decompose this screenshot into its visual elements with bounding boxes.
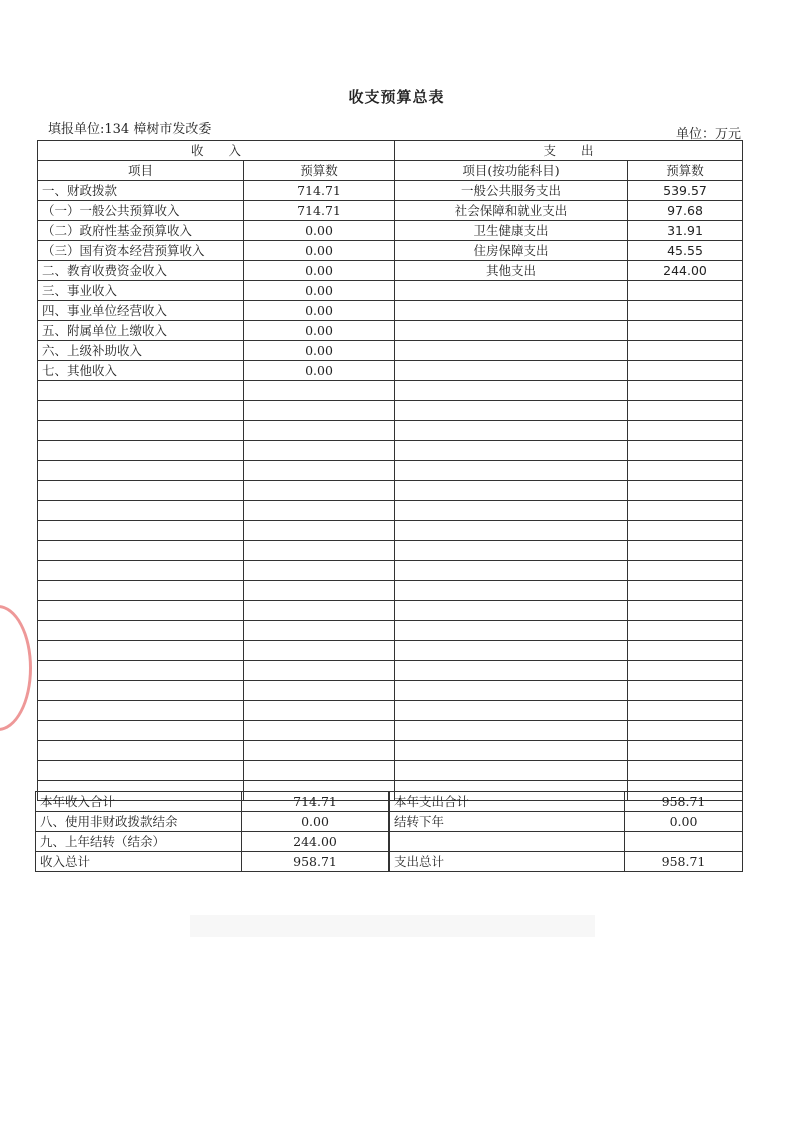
table-row	[395, 561, 743, 581]
income-empty-item	[38, 441, 244, 461]
table-row	[395, 741, 743, 761]
table-row	[395, 361, 743, 381]
table-row	[395, 241, 743, 261]
income-empty-amount	[244, 641, 395, 661]
currency-unit: 单位：万元	[675, 127, 741, 142]
income-row-amount: 714.71	[244, 181, 395, 201]
income-empty-amount	[244, 421, 395, 441]
income-total-amount: 958.71	[242, 852, 389, 872]
income-empty-amount	[244, 681, 395, 701]
table-row	[38, 261, 395, 281]
table-row	[36, 832, 389, 852]
income-total-item: 收入总计	[36, 852, 242, 872]
expense-empty-item	[395, 461, 628, 481]
expense-row-amount: 45.55	[628, 241, 743, 261]
income-empty-item	[38, 661, 244, 681]
table-row	[395, 721, 743, 741]
expense-empty-amount	[628, 481, 743, 501]
expense-empty-amount	[628, 461, 743, 481]
income-empty-item	[38, 761, 244, 781]
table-row	[38, 561, 395, 581]
table-row	[38, 721, 395, 741]
expense-empty-item	[395, 621, 628, 641]
table-row	[395, 521, 743, 541]
table-row	[38, 541, 395, 561]
table-row	[38, 641, 395, 661]
income-empty-item	[38, 541, 244, 561]
table-row	[38, 501, 395, 521]
income-col-item: 项目	[38, 161, 244, 181]
table-row	[38, 361, 395, 381]
table-row	[395, 281, 743, 301]
income-row-amount: 0.00	[244, 321, 395, 341]
income-empty-amount	[244, 521, 395, 541]
expense-empty-amount	[628, 621, 743, 641]
expense-section-header: 支 出	[395, 141, 743, 161]
income-row-amount: 0.00	[244, 341, 395, 361]
income-empty-item	[38, 681, 244, 701]
income-row-amount: 0.00	[244, 301, 395, 321]
table-row	[395, 321, 743, 341]
table-row	[38, 701, 395, 721]
income-row-amount: 0.00	[244, 281, 395, 301]
income-empty-amount	[244, 461, 395, 481]
income-empty-amount	[244, 441, 395, 461]
expense-empty-amount	[628, 401, 743, 421]
income-empty-item	[38, 641, 244, 661]
table-row	[38, 461, 395, 481]
expense-empty-item	[395, 721, 628, 741]
income-row-amount: 714.71	[244, 201, 395, 221]
income-empty-amount	[244, 721, 395, 741]
expense-empty-amount	[628, 741, 743, 761]
table-row	[390, 792, 743, 812]
table-row	[38, 761, 395, 781]
expense-empty-item	[395, 561, 628, 581]
income-empty-item	[38, 421, 244, 441]
table-row	[390, 832, 743, 852]
income-total-item: 九、上年结转（结余）	[36, 832, 242, 852]
table-row	[38, 741, 395, 761]
expense-row-item: 卫生健康支出	[395, 221, 628, 241]
income-section-header: 收 入	[38, 141, 395, 161]
expense-empty-item	[395, 521, 628, 541]
income-table	[37, 140, 395, 801]
table-row	[395, 421, 743, 441]
expense-empty-amount	[628, 501, 743, 521]
expense-total-item	[390, 832, 625, 852]
table-row	[395, 661, 743, 681]
income-empty-amount	[244, 761, 395, 781]
expense-row-item: 社会保障和就业支出	[395, 201, 628, 221]
expense-empty-item	[395, 301, 628, 321]
income-empty-item	[38, 601, 244, 621]
table-row	[38, 421, 395, 441]
expense-empty-amount	[628, 361, 743, 381]
table-row	[395, 461, 743, 481]
income-empty-amount	[244, 581, 395, 601]
table-row	[395, 201, 743, 221]
expense-col-amount: 预算数	[628, 161, 743, 181]
table-row	[38, 341, 395, 361]
table-row	[395, 221, 743, 241]
expense-empty-item	[395, 701, 628, 721]
expense-empty-item	[395, 421, 628, 441]
expense-empty-amount	[628, 641, 743, 661]
table-row	[395, 501, 743, 521]
table-row	[395, 641, 743, 661]
table-row	[38, 621, 395, 641]
income-row-item: （三）国有资本经营预算收入	[38, 241, 244, 261]
table-row	[395, 681, 743, 701]
expense-empty-item	[395, 341, 628, 361]
income-col-amount: 预算数	[244, 161, 395, 181]
table-row	[38, 281, 395, 301]
expense-table	[394, 140, 743, 801]
expense-row-amount: 244.00	[628, 261, 743, 281]
faint-bleed-through	[190, 915, 595, 937]
income-row-item: 三、事业收入	[38, 281, 244, 301]
income-empty-item	[38, 621, 244, 641]
table-row	[38, 221, 395, 241]
table-row	[395, 581, 743, 601]
expense-empty-item	[395, 601, 628, 621]
expense-totals-table	[389, 791, 743, 872]
income-empty-amount	[244, 381, 395, 401]
income-empty-amount	[244, 601, 395, 621]
table-row	[38, 201, 395, 221]
table-row	[38, 301, 395, 321]
expense-empty-item	[395, 581, 628, 601]
expense-empty-amount	[628, 661, 743, 681]
expense-empty-item	[395, 381, 628, 401]
expense-empty-amount	[628, 321, 743, 341]
table-row	[38, 521, 395, 541]
table-row	[38, 441, 395, 461]
expense-empty-amount	[628, 761, 743, 781]
income-total-item: 八、使用非财政拨款结余	[36, 812, 242, 832]
expense-total-item: 支出总计	[390, 852, 625, 872]
income-empty-item	[38, 481, 244, 501]
expense-empty-amount	[628, 721, 743, 741]
income-empty-item	[38, 461, 244, 481]
income-empty-amount	[244, 401, 395, 421]
expense-empty-item	[395, 541, 628, 561]
table-row	[395, 441, 743, 461]
income-empty-amount	[244, 661, 395, 681]
expense-row-amount: 539.57	[628, 181, 743, 201]
expense-empty-amount	[628, 341, 743, 361]
expense-empty-item	[395, 441, 628, 461]
income-row-item: 五、附属单位上缴收入	[38, 321, 244, 341]
table-row	[38, 581, 395, 601]
expense-empty-item	[395, 401, 628, 421]
income-empty-amount	[244, 621, 395, 641]
expense-empty-item	[395, 681, 628, 701]
reporting-unit: 填报单位:134 樟树市发改委	[48, 122, 212, 137]
income-empty-item	[38, 401, 244, 421]
table-row	[38, 681, 395, 701]
expense-empty-item	[395, 281, 628, 301]
table-row	[395, 401, 743, 421]
expense-empty-amount	[628, 541, 743, 561]
table-row	[390, 852, 743, 872]
income-empty-amount	[244, 541, 395, 561]
expense-empty-amount	[628, 521, 743, 541]
table-row	[38, 601, 395, 621]
income-row-amount: 0.00	[244, 241, 395, 261]
table-row	[36, 852, 389, 872]
table-row	[390, 812, 743, 832]
income-empty-item	[38, 561, 244, 581]
table-row	[395, 481, 743, 501]
table-row	[395, 381, 743, 401]
income-empty-amount	[244, 701, 395, 721]
table-row	[395, 181, 743, 201]
expense-empty-amount	[628, 421, 743, 441]
expense-empty-amount	[628, 581, 743, 601]
expense-empty-amount	[628, 281, 743, 301]
table-row	[38, 661, 395, 681]
income-totals-table	[35, 791, 389, 872]
income-empty-item	[38, 721, 244, 741]
expense-row-item: 其他支出	[395, 261, 628, 281]
table-row	[36, 812, 389, 832]
expense-row-item: 住房保障支出	[395, 241, 628, 261]
expense-row-item: 一般公共服务支出	[395, 181, 628, 201]
income-row-amount: 0.00	[244, 261, 395, 281]
table-row	[395, 761, 743, 781]
expense-empty-amount	[628, 301, 743, 321]
table-row	[38, 241, 395, 261]
page-title: 收支预算总表	[348, 88, 445, 106]
income-empty-item	[38, 741, 244, 761]
income-row-amount: 0.00	[244, 221, 395, 241]
expense-empty-amount	[628, 701, 743, 721]
expense-empty-item	[395, 761, 628, 781]
income-total-item: 本年收入合计	[36, 792, 242, 812]
income-row-item: 二、教育收费资金收入	[38, 261, 244, 281]
expense-total-item: 本年支出合计	[390, 792, 625, 812]
income-total-amount: 714.71	[242, 792, 389, 812]
expense-empty-amount	[628, 681, 743, 701]
income-empty-item	[38, 381, 244, 401]
red-seal-stamp	[0, 605, 32, 731]
table-row	[395, 601, 743, 621]
income-row-item: 一、财政拨款	[38, 181, 244, 201]
table-row	[395, 261, 743, 281]
expense-row-amount: 31.91	[628, 221, 743, 241]
expense-empty-amount	[628, 381, 743, 401]
income-empty-item	[38, 501, 244, 521]
table-row	[395, 301, 743, 321]
table-row	[36, 792, 389, 812]
expense-empty-item	[395, 741, 628, 761]
table-row	[38, 181, 395, 201]
income-row-item: （一）一般公共预算收入	[38, 201, 244, 221]
expense-total-amount	[625, 832, 743, 852]
income-empty-amount	[244, 561, 395, 581]
expense-empty-item	[395, 501, 628, 521]
expense-empty-amount	[628, 441, 743, 461]
table-row	[38, 321, 395, 341]
table-row	[395, 701, 743, 721]
income-total-amount: 0.00	[242, 812, 389, 832]
expense-empty-item	[395, 361, 628, 381]
expense-col-item: 项目(按功能科目)	[395, 161, 628, 181]
expense-empty-amount	[628, 561, 743, 581]
income-row-item: 七、其他收入	[38, 361, 244, 381]
expense-total-item: 结转下年	[390, 812, 625, 832]
expense-empty-item	[395, 321, 628, 341]
table-row	[395, 341, 743, 361]
income-row-amount: 0.00	[244, 361, 395, 381]
income-empty-amount	[244, 501, 395, 521]
expense-empty-amount	[628, 601, 743, 621]
expense-total-amount: 0.00	[625, 812, 743, 832]
table-row	[38, 481, 395, 501]
income-empty-item	[38, 521, 244, 541]
expense-empty-item	[395, 661, 628, 681]
income-row-item: 六、上级补助收入	[38, 341, 244, 361]
table-row	[38, 401, 395, 421]
income-empty-item	[38, 701, 244, 721]
income-row-item: （二）政府性基金预算收入	[38, 221, 244, 241]
table-row	[395, 621, 743, 641]
income-empty-amount	[244, 741, 395, 761]
expense-empty-item	[395, 481, 628, 501]
expense-total-amount: 958.71	[625, 792, 743, 812]
income-empty-item	[38, 581, 244, 601]
income-row-item: 四、事业单位经营收入	[38, 301, 244, 321]
table-row	[38, 381, 395, 401]
expense-empty-item	[395, 641, 628, 661]
expense-row-amount: 97.68	[628, 201, 743, 221]
expense-total-amount: 958.71	[625, 852, 743, 872]
income-total-amount: 244.00	[242, 832, 389, 852]
table-row	[395, 541, 743, 561]
income-empty-amount	[244, 481, 395, 501]
